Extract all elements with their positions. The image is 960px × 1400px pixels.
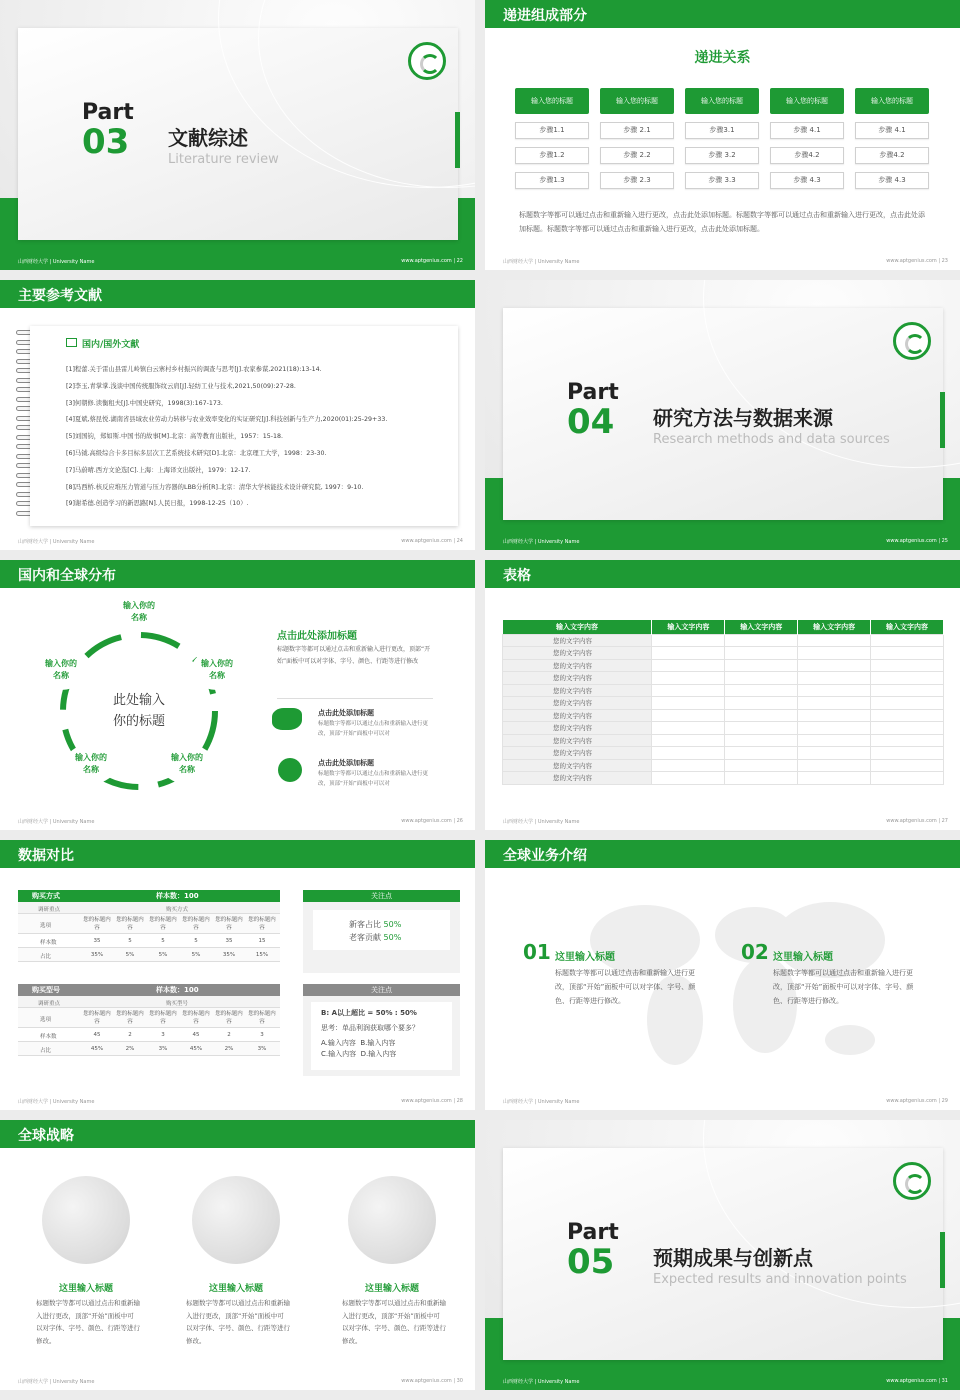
info-title: 点击此处添加标题 (277, 631, 357, 642)
node-line-1: 输入你的 (123, 601, 155, 610)
table-row (503, 772, 944, 785)
step-box: 步骤 3.2 (685, 147, 759, 164)
node-line-1: 输入你的 (45, 659, 77, 668)
row-label: 调研重点 (38, 1001, 61, 1007)
column-header: 输入文字内容 (798, 620, 871, 634)
cell-value: 您的标题内容 (215, 1011, 243, 1025)
cycle-node[interactable] (191, 650, 243, 690)
column-header: 输入文字内容 (503, 620, 652, 634)
table-cell[interactable] (798, 697, 871, 710)
research-focus-row (18, 996, 280, 1008)
table-row (503, 722, 944, 735)
node-line-2: 名称 (131, 613, 147, 622)
footer-university: 山西财经大学 | University Name (503, 539, 580, 545)
column-header-button[interactable]: 输入您的标题 (600, 88, 674, 114)
slide-header: 表格 (485, 560, 960, 588)
table-cell[interactable] (798, 722, 871, 735)
focus-box-2 (303, 984, 460, 1076)
item-title: 这里输入标题 (555, 952, 615, 963)
footer (485, 534, 960, 550)
cell-value: 您的标题内容 (149, 1011, 177, 1025)
step-box: 步骤 4.1 (770, 122, 844, 139)
item-desc: 标题数字等都可以通过点击和重新输入进行更改，顶部“开始”面板中可以对字体、字号、颜色、行距等进行修改。 (36, 1299, 140, 1345)
cell-value: 您的标题内容 (149, 917, 177, 931)
footer-page: www.aptgenius.com | 25 (886, 538, 948, 544)
section-title: 预期成果与创新点 (653, 1246, 813, 1270)
comparison-row (18, 914, 280, 934)
cell-value: 3% (158, 1045, 168, 1052)
cell-value: 5% (125, 951, 135, 958)
cell-value: 您的标题内容 (182, 1011, 210, 1025)
table-cell[interactable] (652, 634, 725, 647)
table-cell[interactable] (871, 684, 944, 697)
step-box: 步骤 2.1 (600, 122, 674, 139)
sample-size: 样本数：100 (156, 892, 199, 900)
book-icon (66, 338, 77, 347)
part-label: Part (82, 100, 134, 125)
step-box: 步骤1.3 (515, 172, 589, 189)
table-cell[interactable]: 您的文字内容 (503, 672, 652, 685)
footer-page: www.aptgenius.com | 24 (401, 538, 463, 544)
row-label: 占比 (40, 953, 52, 960)
footer (485, 254, 960, 270)
table-cell[interactable] (725, 722, 798, 735)
footer-university: 山西财经大学 | University Name (503, 819, 580, 825)
progression-title: 递进关系 (694, 50, 751, 66)
step-box: 步骤3.1 (685, 122, 759, 139)
section-subtitle: Research methods and data sources (653, 432, 890, 447)
table-cell[interactable] (798, 747, 871, 760)
footer-page: www.aptgenius.com | 31 (886, 1378, 948, 1384)
slide-header: 递进组成部分 (485, 0, 960, 28)
item-number: 02 (741, 940, 769, 964)
references-subtitle: 国内/国外文献 (82, 340, 140, 350)
table-cell[interactable] (871, 697, 944, 710)
row-label: 样本数 (40, 1033, 57, 1040)
cell-value: 2 (128, 1031, 132, 1038)
table-cell[interactable] (652, 659, 725, 672)
cell-value: 35% (222, 951, 236, 958)
footer (0, 534, 475, 550)
table-cell[interactable] (798, 672, 871, 685)
cell-value: 您的标题内容 (215, 917, 243, 931)
accent-bar (940, 392, 945, 448)
table-row (503, 684, 944, 697)
reference-list (66, 362, 446, 513)
node-line-2: 名称 (83, 765, 99, 774)
table-cell[interactable]: 您的文字内容 (503, 709, 652, 722)
slide-27[interactable] (485, 560, 960, 830)
node-line-1: 输入你的 (75, 753, 107, 762)
table-cell[interactable]: 您的文字内容 (503, 772, 652, 785)
table-cell[interactable] (725, 759, 798, 772)
footer-page: www.aptgenius.com | 23 (886, 258, 948, 264)
globe-icon (348, 1176, 436, 1264)
university-logo-icon (893, 1162, 931, 1200)
table-cell[interactable] (871, 672, 944, 685)
step-box: 步骤 2.2 (600, 147, 674, 164)
node-line-2: 名称 (53, 671, 69, 680)
node-line-2: 名称 (179, 765, 195, 774)
comparison-row (18, 1008, 280, 1028)
decor-arc (258, 0, 475, 188)
table-cell[interactable] (652, 772, 725, 785)
footer-page: www.aptgenius.com | 30 (401, 1378, 463, 1384)
slide-24[interactable] (0, 280, 475, 550)
university-logo-icon (408, 42, 446, 80)
footer-university: 山西财经大学 | University Name (18, 539, 95, 545)
table-cell[interactable] (798, 759, 871, 772)
table-row (503, 697, 944, 710)
comparison-table-2 (18, 984, 280, 1056)
cover-card (503, 308, 943, 520)
table-cell[interactable]: 您的文字内容 (503, 734, 652, 747)
cell-value: 45% (189, 1045, 203, 1052)
slide-header: 数据对比 (0, 840, 475, 868)
accent-bar (940, 1232, 945, 1288)
cell-value: 45 (93, 1031, 101, 1038)
reference-item: [8]冯西桥.核反应堆压力管道与压力容器的LBB分析[R].北京：清华大学核能技术设计研究院, 1997：9-10. (66, 483, 364, 491)
focus-box-header: 关注点 (303, 890, 460, 902)
cell-value: 45% (90, 1045, 104, 1052)
slide-22[interactable] (0, 0, 475, 270)
slide-25[interactable] (485, 280, 960, 550)
slide-29[interactable] (485, 840, 960, 1110)
table-cell[interactable] (871, 759, 944, 772)
comparison-row (18, 1042, 280, 1056)
table-cell[interactable] (798, 734, 871, 747)
cycle-node[interactable] (35, 650, 87, 690)
cell-value: 您的标题内容 (248, 1011, 276, 1025)
reference-item: [3]何朝修.读衡租夫[J].中国史研究，1998(3):167-173. (66, 399, 223, 407)
cell-value: 35 (225, 937, 233, 944)
section-subtitle: Expected results and innovation points (653, 1272, 907, 1287)
item-title: 这里输入标题 (208, 1284, 263, 1294)
cell-value: 您的标题内容 (248, 917, 276, 931)
focus-box-1 (303, 890, 460, 973)
focus-box-inner (313, 910, 450, 950)
reference-item: [5]刘国钧，郑如斯.中国书的故事[M].北京：高等教育出版社，1957：15-18. (66, 433, 284, 441)
footer-university: 山西财经大学 | University Name (18, 259, 95, 265)
table-cell[interactable] (725, 647, 798, 660)
table-cell[interactable]: 您的文字内容 (503, 647, 652, 660)
node-line-1: 输入你的 (201, 659, 233, 668)
footer (485, 1094, 960, 1110)
table-cell[interactable] (798, 772, 871, 785)
cycle-center-title (94, 690, 184, 732)
cell-value: 3 (260, 1031, 264, 1038)
table-cell[interactable] (652, 697, 725, 710)
footer (0, 814, 475, 830)
item-desc: 标题数字等都可以通过点击和重新输入进行更改，顶部“开始”面板中可以对字体、字号、颜色、行距等进行修改。 (555, 969, 696, 1005)
step-box: 步骤 3.3 (685, 172, 759, 189)
slide-header: 主要参考文献 (0, 280, 475, 308)
table-cell[interactable] (871, 722, 944, 735)
research-focus-row (18, 902, 280, 914)
table-title: 购买方式 (32, 892, 60, 900)
comparison-row (18, 934, 280, 948)
table-cell[interactable] (871, 659, 944, 672)
item-desc: 标题数字等都可以通过点击和重新输入进行更改，顶部“开始”面板中可以对字体、字号、颜色、行距等进行修改。 (186, 1299, 290, 1345)
cycle-node[interactable] (65, 744, 117, 784)
slide-header: 全球战略 (0, 1120, 475, 1148)
cover-card (503, 1148, 943, 1360)
table-cell[interactable]: 您的文字内容 (503, 634, 652, 647)
cell-value: 3 (161, 1031, 165, 1038)
table-cell[interactable]: 您的文字内容 (503, 659, 652, 672)
reference-item: [1]程蕾.关于雷山县雷儿岭镇白云寨村乡村振兴的调查与思考[J].农家参谋,2021(18):13-14. (66, 366, 322, 373)
table-cell[interactable] (652, 672, 725, 685)
table-cell[interactable] (725, 697, 798, 710)
table-cell[interactable] (652, 747, 725, 760)
item-desc: 标题数字等都可以通过点击和重新输入进行更改，顶部“开始”面板中可以对 (318, 771, 429, 787)
row-label: 样本数 (40, 939, 57, 946)
options-row-1: A.输入内容 B.输入内容 (321, 1039, 396, 1047)
focus-box-header: 关注点 (303, 984, 460, 996)
step-box: 步骤1.1 (515, 122, 589, 139)
cell-value: 2 (227, 1031, 231, 1038)
cell-value: 您的标题内容 (116, 1011, 144, 1025)
step-box: 步骤1.2 (515, 147, 589, 164)
sample-size: 样本数：100 (156, 986, 199, 994)
table-cell[interactable] (725, 659, 798, 672)
table-title-bar (18, 984, 280, 996)
table-cell[interactable] (652, 722, 725, 735)
row-label: 选项 (40, 922, 52, 929)
table-cell[interactable] (871, 634, 944, 647)
item-title: 这里输入标题 (364, 1284, 419, 1294)
row-label: 占比 (40, 1047, 52, 1054)
column-header-button[interactable]: 输入您的标题 (685, 88, 759, 114)
china-map-icon (272, 708, 302, 730)
table-cell[interactable] (871, 747, 944, 760)
table-row (503, 672, 944, 685)
step-box: 步骤4.2 (770, 147, 844, 164)
node-line-1: 输入你的 (171, 753, 203, 762)
table-cell[interactable] (798, 709, 871, 722)
table-cell[interactable] (725, 709, 798, 722)
cover-card (18, 28, 458, 240)
question-line: 思考：单品利润获取哪个要多？ (321, 1024, 419, 1032)
item-title: 这里输入标题 (58, 1284, 113, 1294)
table-cell[interactable]: 您的文字内容 (503, 747, 652, 760)
row-value: 购买方式 (166, 907, 189, 913)
footer-university: 山西财经大学 | University Name (503, 259, 580, 265)
step-box: 步骤 2.3 (600, 172, 674, 189)
table-cell[interactable] (725, 772, 798, 785)
footer (485, 814, 960, 830)
item-desc: 标题数字等都可以通过点击和重新输入进行更改，顶部“开始”面板中可以对 (318, 721, 429, 737)
table-cell[interactable]: 您的文字内容 (503, 759, 652, 772)
university-logo-icon (893, 322, 931, 360)
center-line-2: 你的标题 (112, 714, 165, 729)
globe-icon (278, 758, 302, 782)
footer-page: www.aptgenius.com | 26 (401, 818, 463, 824)
cell-value: 5 (194, 937, 198, 944)
slide-30[interactable] (0, 1120, 475, 1390)
slide-28[interactable] (0, 840, 475, 1110)
table-cell[interactable] (652, 759, 725, 772)
table-cell[interactable] (798, 634, 871, 647)
globe-icon (192, 1176, 280, 1264)
row-value: 购买型号 (166, 1001, 189, 1007)
table-cell[interactable] (798, 659, 871, 672)
slide-26[interactable] (0, 560, 475, 830)
slide-31[interactable] (485, 1120, 960, 1390)
part-label: Part (567, 1220, 619, 1245)
cell-value: 您的标题内容 (83, 917, 111, 931)
cell-value: 2% (224, 1045, 234, 1052)
table-cell[interactable]: 您的文字内容 (503, 722, 652, 735)
row-label: 选项 (40, 1016, 52, 1023)
table-cell[interactable] (871, 772, 944, 785)
new-customer-ratio: 新客占比 50% (349, 920, 402, 929)
table-row (503, 747, 944, 760)
footer (0, 254, 475, 270)
section-title: 研究方法与数据来源 (653, 406, 833, 430)
table-row (503, 634, 944, 647)
table-row (503, 647, 944, 660)
table-title-bar (18, 890, 280, 902)
table-cell[interactable] (871, 709, 944, 722)
part-number: 03 (82, 122, 130, 162)
cell-value: 15% (255, 951, 269, 958)
table-header-row (503, 620, 944, 634)
column-header: 输入文字内容 (725, 620, 798, 634)
footer (0, 1374, 475, 1390)
cell-value: 5 (128, 937, 132, 944)
table-row (503, 759, 944, 772)
column-header-button[interactable]: 输入您的标题 (770, 88, 844, 114)
node-line-2: 名称 (209, 671, 225, 680)
cell-value: 35% (90, 951, 104, 958)
accent-bar (455, 112, 460, 168)
table-row (503, 734, 944, 747)
focus-box-inner (311, 1002, 452, 1070)
cycle-node[interactable] (161, 744, 213, 784)
cell-value: 您的标题内容 (83, 1011, 111, 1025)
step-box: 步骤 4.3 (855, 172, 929, 189)
item-desc: 标题数字等都可以通过点击和重新输入进行更改，顶部“开始”面板中可以对字体、字号、颜色、行距等进行修改。 (342, 1299, 446, 1345)
item-number: 01 (523, 940, 551, 964)
footer-page: www.aptgenius.com | 29 (886, 1098, 948, 1104)
cell-value: 5 (161, 937, 165, 944)
table-cell[interactable]: 您的文字内容 (503, 697, 652, 710)
reference-item: [4]夏斌,蔡昆悦.湖南省县域农业劳动力转移与农业效率变化的实证研究[J].科技创新与生产力,2020(01):25-29+33. (66, 416, 388, 424)
cell-value: 您的标题内容 (182, 917, 210, 931)
item-title: 这里输入标题 (773, 952, 833, 963)
slide-23[interactable] (485, 0, 960, 270)
cell-value: 15 (258, 937, 266, 944)
table-row (503, 659, 944, 672)
cell-value: 2% (125, 1045, 135, 1052)
table-cell[interactable] (871, 734, 944, 747)
reference-item: [2]李玉,青掌掌.浅谈中国传统服饰纹云肩[J].轻纺工业与技术,2021,50(09):27-28. (66, 382, 296, 390)
comparison-row (18, 948, 280, 962)
comparison-row (18, 1028, 280, 1042)
step-box: 步骤4.2 (855, 147, 929, 164)
footer (0, 1094, 475, 1110)
old-customer-contribution: 老客贡献 50% (349, 933, 402, 942)
table-cell[interactable] (798, 684, 871, 697)
footer-page: www.aptgenius.com | 28 (401, 1098, 463, 1104)
info-desc: 标题数字等都可以通过点击和重新输入进行更改，顶部“开始”面板中可以对字体、字号、颜色、行距等进行修改 (277, 646, 431, 665)
item-title: 点击此处添加标题 (318, 709, 374, 717)
footer-university: 山西财经大学 | University Name (18, 1379, 95, 1385)
section-subtitle: Literature review (168, 152, 279, 167)
center-line-1: 此处输入 (112, 693, 165, 708)
table-cell[interactable] (652, 647, 725, 660)
footer-university: 山西财经大学 | University Name (18, 819, 95, 825)
table-cell[interactable] (725, 634, 798, 647)
column-header: 输入文字内容 (652, 620, 725, 634)
slide-header: 国内和全球分布 (0, 560, 475, 588)
step-box: 步骤 4.1 (855, 122, 929, 139)
cycle-node[interactable] (113, 592, 165, 632)
slide-header: 全球业务介绍 (485, 840, 960, 868)
table-cell[interactable] (725, 734, 798, 747)
footer-page: www.aptgenius.com | 22 (401, 258, 463, 264)
table-title: 购买型号 (32, 986, 60, 994)
body-text: 标题数字等都可以通过点击和重新输入进行更改，点击此处添加标题。标题数字等都可以通过点击和重新输入进行更改，点击此处添加标题。标题数字等都可以通过点击和重新输入进行更改，点击此处添加标题。 (519, 211, 925, 233)
footer-university: 山西财经大学 | University Name (18, 1099, 95, 1105)
notebook-page (30, 326, 458, 526)
table-cell[interactable] (652, 709, 725, 722)
divider (277, 698, 433, 699)
part-number: 05 (567, 1242, 615, 1282)
part-number: 04 (567, 402, 615, 442)
data-table (502, 620, 944, 785)
footer-page: www.aptgenius.com | 27 (886, 818, 948, 824)
globe-icon (42, 1176, 130, 1264)
footer-university: 山西财经大学 | University Name (503, 1379, 580, 1385)
part-label: Part (567, 380, 619, 405)
ratio-line: B: A以上超比 = 50% : 50% (321, 1009, 417, 1017)
table-cell[interactable]: 您的文字内容 (503, 684, 652, 697)
reference-item: [9]谢希德.创造学习的新思路[N].人民日报，1998-12-25（10）. (66, 500, 249, 508)
table-cell[interactable] (871, 647, 944, 660)
table-cell[interactable] (725, 684, 798, 697)
cell-value: 5% (158, 951, 168, 958)
table-row (503, 709, 944, 722)
table-cell[interactable] (798, 647, 871, 660)
footer-university: 山西财经大学 | University Name (503, 1099, 580, 1105)
cell-value: 3% (257, 1045, 267, 1052)
row-label: 调研重点 (38, 907, 61, 913)
reference-item: [7]马蔚晴.西方文论选[C].上海：上海译文出版社，1979：12-17. (66, 466, 251, 474)
item-desc: 标题数字等都可以通过点击和重新输入进行更改，顶部“开始”面板中可以对字体、字号、颜色、行距等进行修改。 (773, 969, 914, 1005)
cell-value: 45 (192, 1031, 200, 1038)
column-header-button[interactable]: 输入您的标题 (855, 88, 929, 114)
section-title: 文献综述 (168, 126, 248, 150)
table-cell[interactable] (725, 672, 798, 685)
options-row-2: C.输入内容 D.输入内容 (321, 1050, 397, 1058)
cell-value: 35 (93, 937, 101, 944)
comparison-table-1 (18, 890, 280, 962)
cell-value: 您的标题内容 (116, 917, 144, 931)
column-header-button[interactable]: 输入您的标题 (515, 88, 589, 114)
table-cell[interactable] (725, 747, 798, 760)
column-header: 输入文字内容 (871, 620, 944, 634)
reference-item: [6]马钺.高级综合卡多目标多层次工艺系统技术研究[D].北京：北京理工大学，1998：23-30. (66, 449, 327, 457)
step-box: 步骤 4.3 (770, 172, 844, 189)
footer (485, 1374, 960, 1390)
cell-value: 5% (191, 951, 201, 958)
table-cell[interactable] (652, 734, 725, 747)
item-title: 点击此处添加标题 (318, 759, 374, 767)
table-cell[interactable] (652, 684, 725, 697)
